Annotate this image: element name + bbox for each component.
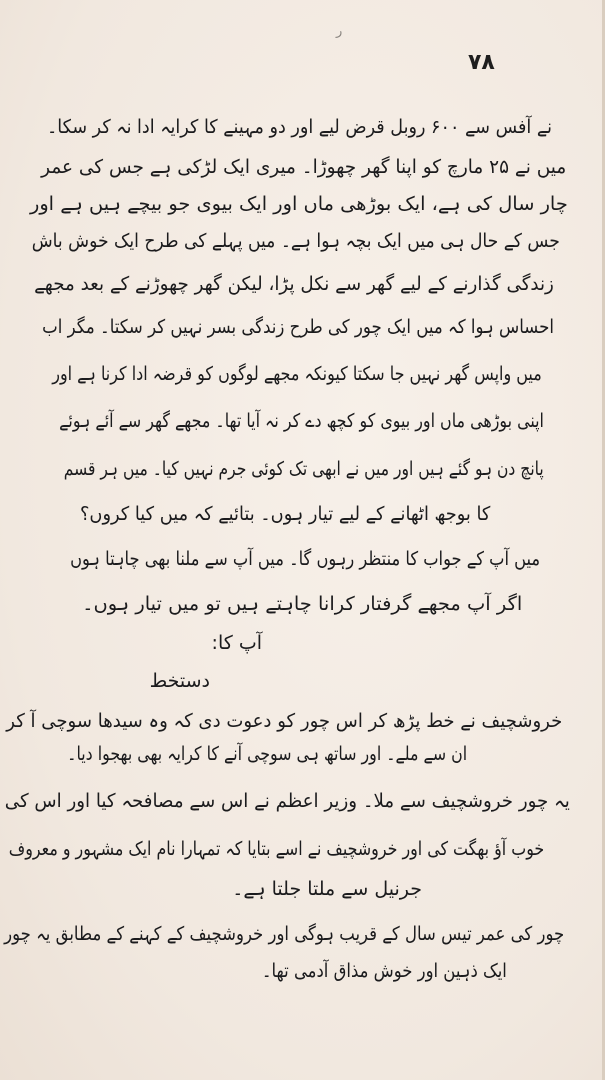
narrative-line-7: ایک ذہین اور خوش مذاق آدمی تھا۔ — [262, 960, 507, 982]
narrative-line-6: چور کی عمر تیس سال کے قریب ہوگی اور خروشچیف کے کہنے کے مطابق یہ چور — [4, 923, 564, 945]
letter-line-4: جس کے حال ہی میں ایک بچہ ہوا ہے۔ میں پہلے کی طرح ایک خوش باش — [31, 230, 560, 252]
letter-line-11: میں آپ کے جواب کا منتظر رہوں گا۔ میں آپ سے ملنا بھی چاہتا ہوں — [69, 548, 540, 570]
signature-label: دستخط — [149, 670, 210, 692]
letter-line-2: میں نے ۲۵ مارچ کو اپنا گھر چھوڑا۔ میری ایک لڑکی ہے جس کی عمر — [40, 156, 566, 178]
letter-line-7: میں واپس گھر نہیں جا سکتا کیونکہ مجھے لوگوں کو قرضہ ادا کرنا ہے اور — [52, 363, 542, 385]
letter-line-5: زندگی گذارنے کے لیے گھر سے نکل پڑا، لیکن گھر چھوڑنے کے بعد مجھے — [34, 273, 554, 295]
narrative-line-3: یہ چور خروشچیف سے ملا۔ وزیر اعظم نے اس سے مصافحہ کیا اور اس کی — [4, 790, 570, 812]
narrative-line-4: خوب آؤ بھگت کی اور خروشچیف نے اسے بتایا کہ تمہارا نام ایک مشہور و معروف — [8, 838, 544, 860]
corner-mark: ر — [336, 24, 343, 39]
letter-signoff: آپ کا: — [211, 632, 262, 654]
letter-line-1: نے آفس سے ۶۰۰ روبل قرض لیے اور دو مہینے کا کرایہ ادا نہ کر سکا۔ — [46, 116, 552, 138]
letter-line-6: احساس ہوا کہ میں ایک چور کی طرح زندگی بسر نہیں کر سکتا۔ مگر اب — [42, 316, 554, 338]
narrative-line-1: خروشچیف نے خط پڑھ کر اس چور کو دعوت دی کہ وہ سیدھا سوچی آ کر — [5, 710, 562, 732]
narrative-line-2: ان سے ملے۔ اور ساتھ ہی سوچی آنے کا کرایہ بھی بھجوا دیا۔ — [67, 743, 467, 765]
letter-line-12: اگر آپ مجھے گرفتار کرانا چاہتے ہیں تو میں تیار ہوں۔ — [81, 593, 522, 615]
narrative-line-5: جرنیل سے ملتا جلتا ہے۔ — [232, 878, 422, 900]
letter-line-9: پانچ دن ہو گئے ہیں اور میں نے ابھی تک کوئی جرم نہیں کیا۔ میں ہر قسم — [64, 458, 544, 480]
letter-line-3: چار سال کی ہے، ایک بوڑھی ماں اور ایک بیوی جو بیچے ہیں ہے اور — [30, 193, 568, 215]
page-number: ۷۸ — [468, 50, 495, 75]
letter-line-8: اپنی بوڑھی ماں اور بیوی کو کچھ دے کر نہ آیا تھا۔ مجھے گھر سے آئے ہوئے — [59, 410, 544, 432]
letter-line-10: کا بوجھ اٹھانے کے لیے تیار ہوں۔ بتائیے کہ میں کیا کروں؟ — [79, 503, 490, 525]
